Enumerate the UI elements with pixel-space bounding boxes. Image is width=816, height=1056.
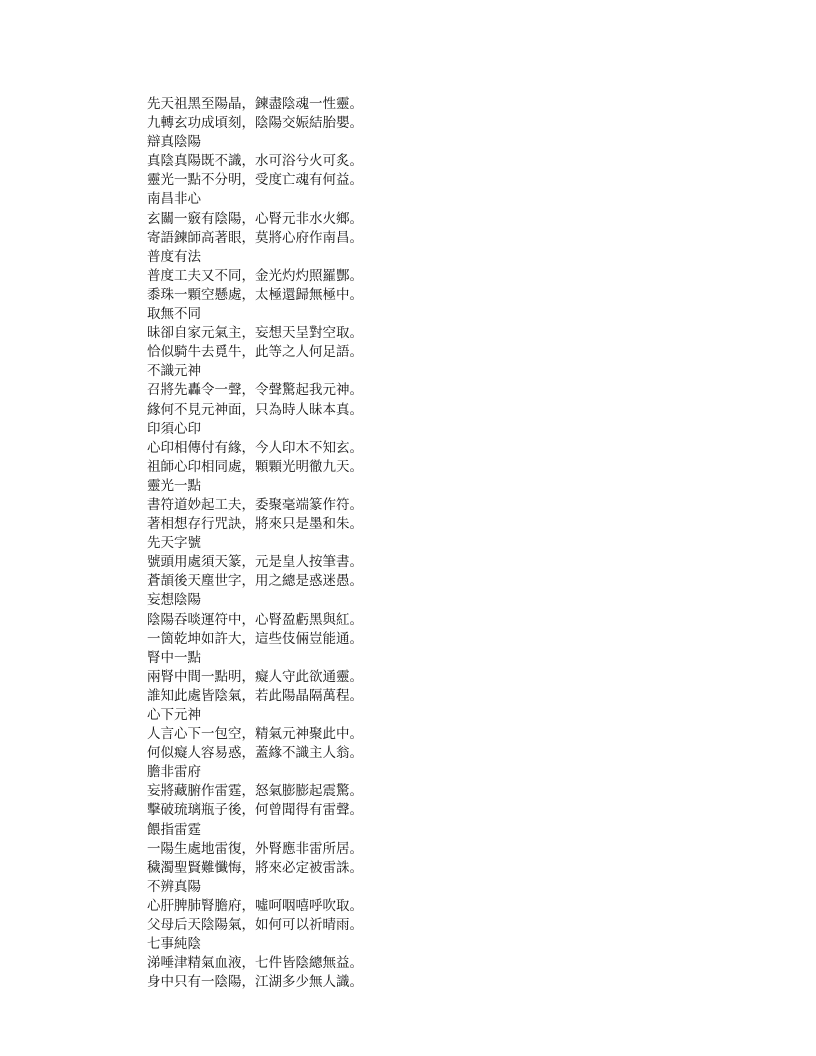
text-line: 先天祖黑至陽晶，鍊盡陰魂一性靈。 — [147, 96, 363, 112]
text-line: 玄關一竅有陰陽，心腎元非水火鄉。 — [147, 210, 363, 227]
section-heading: 不識元神 — [147, 363, 201, 380]
section-heading: 心下元神 — [147, 707, 201, 723]
text-line: 涕唾津精氣血液，七件皆陰總無益。 — [147, 955, 363, 972]
section-heading: 腎中一點 — [147, 649, 201, 666]
section-heading: 膽非雷府 — [147, 764, 201, 781]
text-line: 人言心下一包空，精氣元神聚此中。 — [147, 726, 363, 743]
text-line: 著相想存行咒訣，將來只是墨和朱。 — [147, 516, 363, 533]
text-line: 心印相傳付有緣，今人印木不知玄。 — [147, 439, 363, 456]
section-heading: 靈光一點 — [147, 477, 201, 494]
text-line: 父母后天陰陽氣，如何可以祈晴雨。 — [147, 917, 363, 934]
text-line: 昧卻自家元氣主，妄想天呈對空取。 — [147, 325, 363, 342]
text-line: 召將先轟令一聲，令聲驚起我元神。 — [147, 382, 363, 399]
text-line: 書符道妙起工夫，委聚毫端篆作符。 — [147, 496, 363, 513]
text-line: 妄將藏腑作雷霆，怒氣膨膨起震驚。 — [147, 783, 363, 800]
section-heading: 印須心印 — [147, 420, 201, 437]
text-line: 擊破琉璃瓶子後，何曾聞得有雷聲。 — [147, 802, 363, 819]
text-line: 一箇乾坤如許大，這些伎倆豈能通。 — [147, 630, 363, 647]
text-line: 穢濁聖賢難懺悔，將來必定被雷誅。 — [147, 859, 363, 876]
text-line: 兩腎中間一點明，癡人守此欲通靈。 — [147, 668, 363, 685]
text-line: 九轉玄功成頃刻，陰陽交娠結胎嬰。 — [147, 115, 363, 132]
text-line: 誰知此處皆陰氣，若此陽晶隔萬程。 — [147, 687, 363, 704]
text-line: 何似癡人容易惑，蓋緣不識主人翁。 — [147, 745, 363, 762]
text-line: 恰似騎牛去覓牛，此等之人何足語。 — [147, 344, 363, 361]
section-heading: 不辨真陽 — [147, 878, 201, 895]
text-line: 陰陽吞啖運符中，心腎盈虧黑與紅。 — [147, 611, 363, 628]
text-line: 緣何不見元神面，只為時人昧本真。 — [147, 401, 363, 418]
section-heading: 辯真陰陽 — [147, 134, 201, 151]
section-heading: 七事純陰 — [147, 936, 201, 953]
text-line: 普度工夫又不同，金光灼灼照羅酆。 — [147, 267, 363, 284]
section-heading: 南昌非心 — [147, 191, 201, 208]
text-line: 祖師心印相同處，顆顆光明徹九天。 — [147, 458, 363, 475]
text-line: 寄語鍊師高著眼，莫將心府作南昌。 — [147, 229, 363, 246]
text-block — [147, 95, 787, 992]
text-line: 蒼頡後天塵世字，用之總是惑迷愚。 — [147, 573, 363, 590]
section-heading: 先天字號 — [147, 535, 201, 552]
text-line: 黍珠一顆空懸處，太極還歸無極中。 — [147, 286, 363, 303]
text-line: 真陰真陽既不識，水可浴兮火可炙。 — [147, 153, 363, 170]
section-heading: 普度有法 — [147, 248, 201, 265]
text-line: 心肝脾肺腎膽府，噓呵咽嘻呼吹取。 — [147, 897, 363, 914]
text-line: 號頭用處須天篆，元是皇人按筆書。 — [147, 554, 363, 571]
section-heading: 妄想陰陽 — [147, 592, 201, 609]
section-heading: 取無不同 — [147, 306, 201, 323]
text-line: 身中只有一陰陽，江湖多少無人識。 — [147, 974, 363, 991]
section-heading: 餵指雷霆 — [147, 821, 201, 838]
text-line: 靈光一點不分明，受度亡魂有何益。 — [147, 172, 363, 189]
text-line: 一陽生處地雷復，外腎應非雷所居。 — [147, 840, 363, 857]
